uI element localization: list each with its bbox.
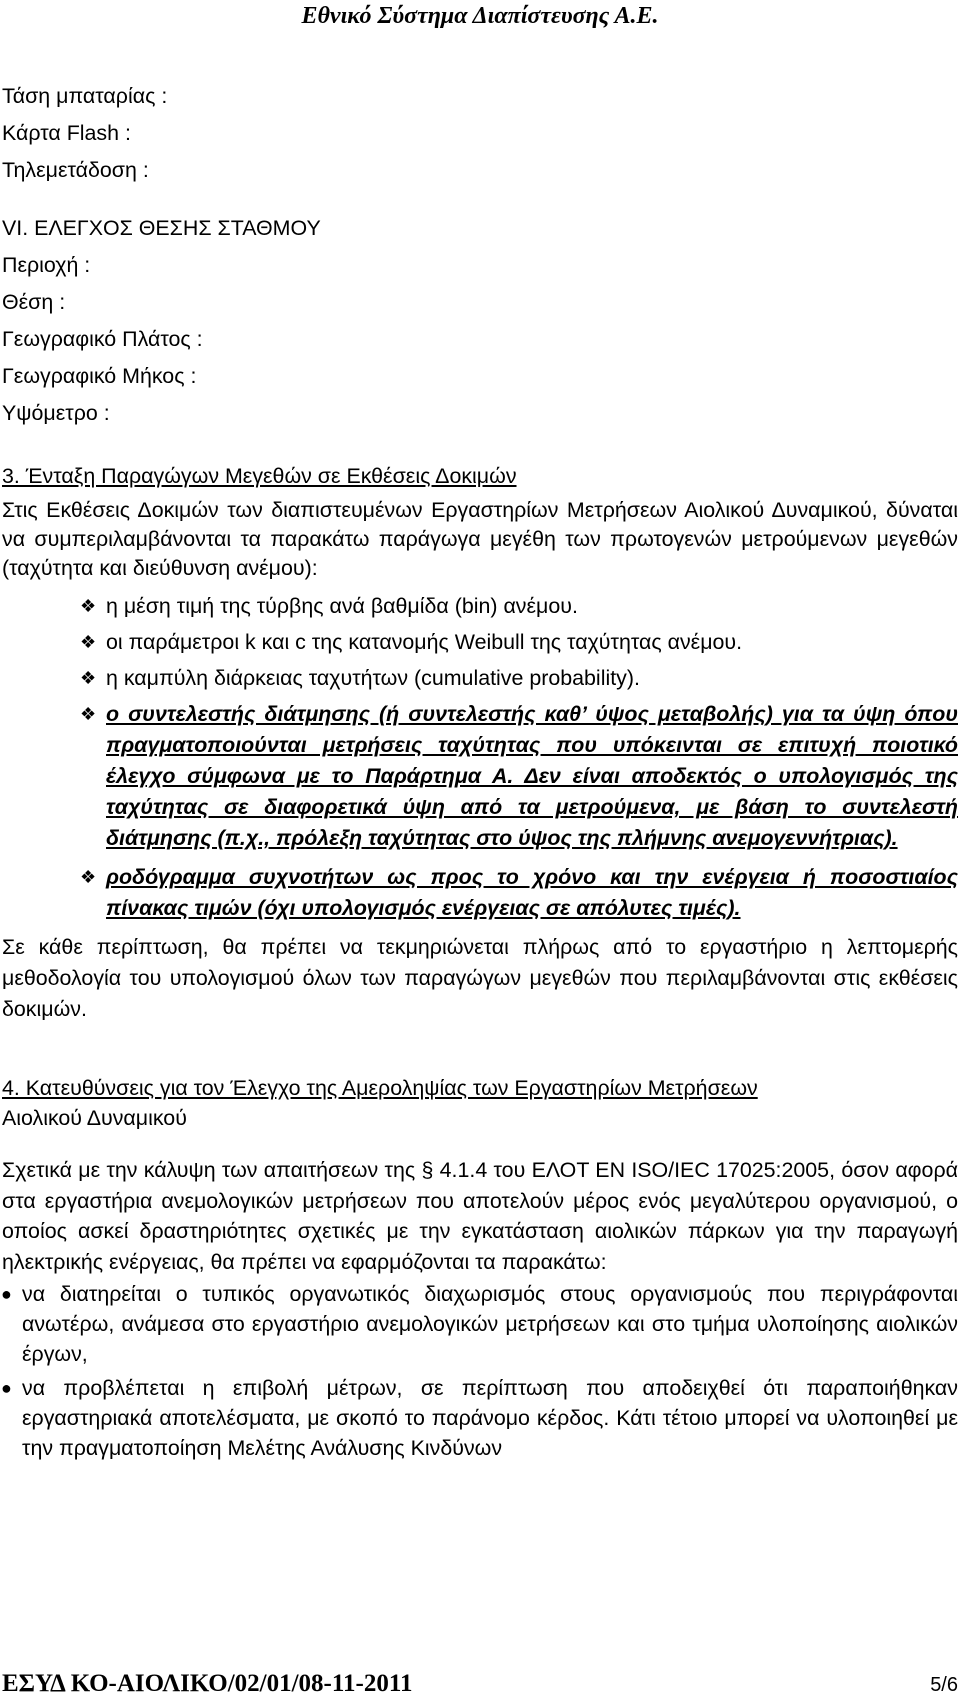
field-battery-voltage: Τάση μπαταρίας : — [2, 84, 168, 108]
list-item — [2, 627, 958, 657]
list-item — [2, 1279, 958, 1369]
diamond-bullet-icon: ❖ — [80, 632, 97, 652]
list-item — [2, 1373, 958, 1463]
list-item-text: οι παράμετροι k και c της κατανομής Weibull της ταχύτητας ανέμου. — [106, 630, 743, 654]
section-4-title-line: 4. Κατευθύνσεις για τον Έλεγχο της Αμεροληψίας των Εργαστηρίων Μετρήσεων — [2, 1076, 758, 1100]
field-flash-card: Κάρτα Flash : — [2, 121, 131, 145]
list-item — [2, 699, 958, 854]
list-item-text: ροδόγραμμα συχνοτήτων ως προς το χρόνο και την ενέργεια ή ποσοστιαίος πίνακας τιμών (όχι υπολογισμός ενέργειας σε απόλυτες τιμές). — [106, 865, 958, 920]
section-4-title — [2, 1073, 958, 1133]
field-telemetry: Τηλεμετάδοση : — [2, 158, 149, 182]
diamond-bullet-icon: ❖ — [80, 867, 97, 887]
list-item-text: να διατηρείται ο τυπικός οργανωτικός διαχωρισμός στους οργανισμούς που περιγράφονται ανωτέρω, ανάμεσα στο εργαστήριο ανεμολογικών μετρήσεων και στο τμήμα υλοποίησης αιολικών έργων, — [22, 1282, 958, 1366]
document-code: ΕΣΥΔ ΚΟ-ΑΙΟΛΙΚΟ/02/01/08-11-2011 — [2, 1670, 413, 1697]
bullet-dot-icon: ● — [1, 1378, 12, 1398]
list-item — [2, 862, 958, 924]
section-6-title: VI. ΕΛΕΓΧΟΣ ΘΕΣΗΣ ΣΤΑΘΜΟΥ — [2, 216, 321, 240]
document-body — [2, 78, 958, 1463]
list-item — [2, 663, 958, 693]
page-number: 5/6 — [930, 1674, 958, 1696]
field-longitude: Γεωγραφικό Μήκος : — [2, 364, 197, 388]
field-area: Περιοχή : — [2, 253, 91, 277]
field-latitude: Γεωγραφικό Πλάτος : — [2, 327, 203, 351]
field-position: Θέση : — [2, 290, 66, 314]
field-altitude: Υψόμετρο : — [2, 401, 110, 425]
diamond-bullet-icon: ❖ — [80, 668, 97, 688]
list-item-text: να προβλέπεται η επιβολή μέτρων, σε περίπτωση που αποδειχθεί ότι παραποιήθηκαν εργαστηριακά αποτελέσματα, με σκοπό το παράνομο κέρδος. Κάτι τέτοιο μπορεί να υλοποιηθεί με την πραγματοποίηση Μελέτης Ανάλυσης Κινδύνων — [22, 1376, 958, 1460]
list-item — [2, 591, 958, 621]
diamond-bullet-icon: ❖ — [80, 704, 97, 724]
diamond-bullet-icon: ❖ — [80, 596, 97, 616]
bullet-dot-icon: ● — [1, 1284, 12, 1304]
section-3-intro: Στις Εκθέσεις Δοκιμών των διαπιστευμένων Εργαστηρίων Μετρήσεων Αιολικού Δυναμικού, δύναται να συμπεριλαμβάνονται τα παρακάτω παράγωγα μεγέθη των πρωτογενών μετρούμενων μεγεθών (ταχύτητα και διεύθυνση ανέμου): — [2, 498, 958, 580]
section-4-title-line: Αιολικού Δυναμικού — [2, 1106, 187, 1130]
list-item-text: η μέση τιμή της τύρβης ανά βαθμίδα (bin) ανέμου. — [106, 594, 578, 618]
section-3-closing: Σε κάθε περίπτωση, θα πρέπει να τεκμηριώνεται πλήρως από το εργαστήριο η λεπτομερής μεθοδολογία του υπολογισμού όλων των παραγώγων μεγεθών που περιλαμβάνονται στις εκθέσεις δοκιμών. — [2, 935, 958, 1021]
list-item-text: ο συντελεστής διάτμησης (ή συντελεστής καθ’ ύψος μεταβολής) για τα ύψη όπου πραγματοποιούνται μετρήσεις ταχύτητας που υπόκεινται σε επιτυχή ποιοτικό έλεγχο σύμφωνα με το Παράρτημα Α. Δεν είναι αποδεκτός ο υπολογισμός της ταχύτητας σε διαφορετικά ύψη από τα μετρούμενα, με βάση το συντελεστή διάτμησης (π.χ., πρόλεξη ταχύτητας στο ύψος της πλήμνης ανεμογεννήτριας). — [106, 702, 958, 850]
section-3-title: 3. Ένταξη Παραγώγων Μεγεθών σε Εκθέσεις Δοκιμών — [2, 464, 517, 488]
section-4-intro: Σχετικά με την κάλυψη των απαιτήσεων της § 4.1.4 του ΕΛΟΤ ΕΝ ISO/IEC 17025:2005, όσον αφορά στα εργαστήρια ανεμολογικών μετρήσεων που αποτελούν μέρος ενός μεγαλύτερου οργανισμού, ο οποίος ασκεί δραστηριότητες σχετικές με την εγκατάσταση αιολικών πάρκων για την παραγωγή ηλεκτρικής ενέργειας, θα πρέπει να εφαρμόζονται τα παρακάτω: — [2, 1158, 958, 1274]
page-header: Εθνικό Σύστημα Διαπίστευσης Α.Ε. — [301, 3, 659, 29]
list-item-text: η καμπύλη διάρκειας ταχυτήτων (cumulative probability). — [106, 666, 640, 690]
